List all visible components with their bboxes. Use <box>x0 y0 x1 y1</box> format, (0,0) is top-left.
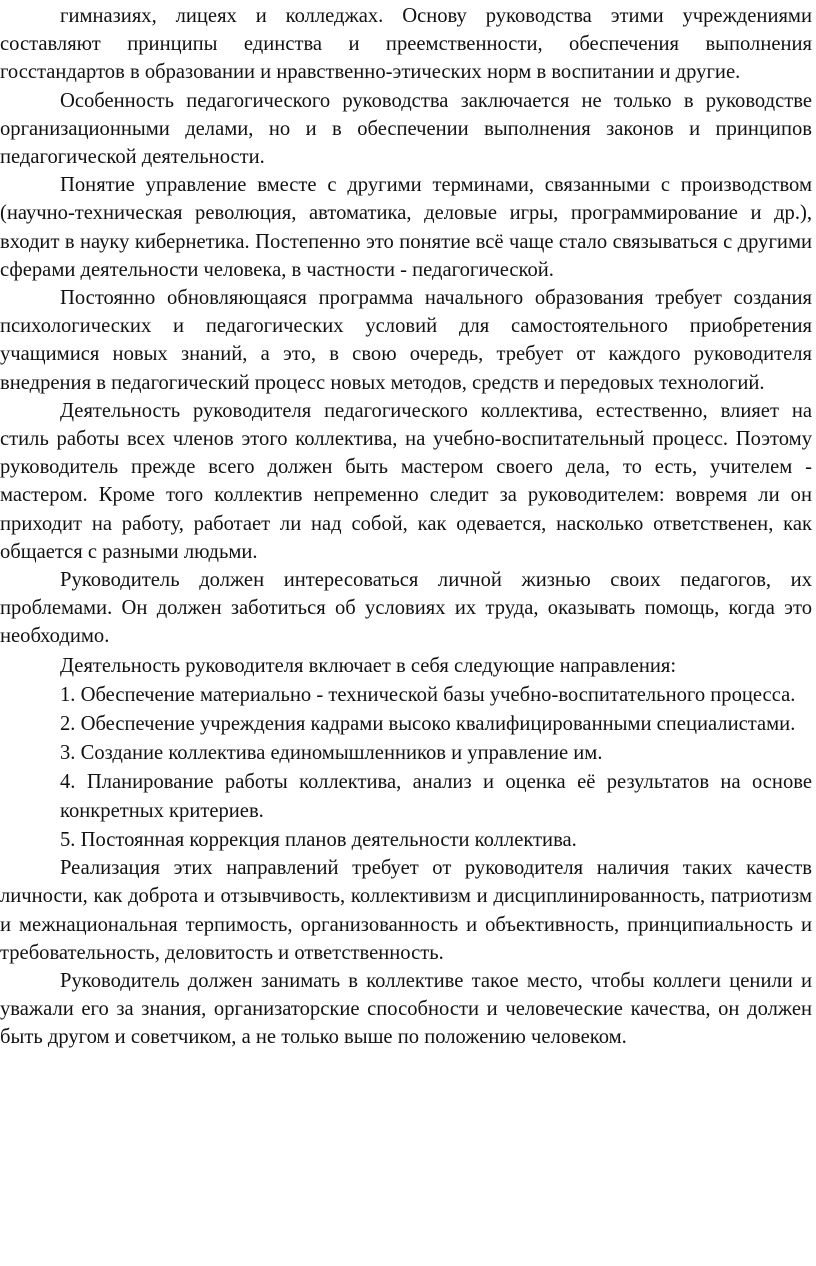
paragraph-primary-education-program: Постоянно обновляющаяся программа начального образования требует создания психологических и педагогических условий для самостоятельного приобретения учащимися новых знаний, а это, в свою очередь, требует от каждого руководителя внедрения в педагогический процесс новых методов, средств и передовых технологий. <box>0 287 812 394</box>
paragraph-pedagogical-leadership: Особенность педагогического руководства заключается не только в руководстве организационными делами, но и в обеспечении выполнения законов и принципов педагогической деятельности. <box>0 89 812 169</box>
paragraph-leader-care: Руководитель должен интересоваться личной жизнью своих педагогов, их проблемами. Он должен заботиться об условиях их труда, оказывать помощь, когда это необходимо. <box>0 569 812 648</box>
continuation-paragraph: гимназиях, лицеях и колледжах. Основу руководства этими учреждениями составляют принципы единства и преемственности, обеспечения выполнения госстандартов в образовании и нравственно-этических норм в воспитании и другие. <box>0 5 812 84</box>
list-item: 5. Постоянная коррекция планов деятельности коллектива. <box>60 828 577 851</box>
list-item: 2. Обеспечение учреждения кадрами высоко квалифицированными специалистами. <box>60 713 796 736</box>
paragraph-leader-position: Руководитель должен занимать в коллективе такое место, чтобы коллеги ценили и уважали его за знания, организаторские способности и человеческие качества, он должен быть другом и советчиком, а не только выше по положению человеком. <box>0 969 812 1049</box>
list-item: 3. Создание коллектива единомышленников и управление им. <box>60 742 603 765</box>
paragraph-required-qualities: Реализация этих направлений требует от руководителя наличия таких качеств личности, как доброта и отзывчивость, коллективизм и дисциплинированность, патриотизм и межнациональная терпимость, организованность и объективность, принципиальность и требовательность, деловитость и ответственность. <box>0 857 812 964</box>
paragraph-management-concept: Понятие управление вместе с другими терминами, связанными с производством (научно-техническая революция, автоматика, деловые игры, программирование и др.), входит в науку кибернетика. Постепенно это понятие всё чаще стало связываться с другими сферами деятельности человека, в частности - педагогической. <box>0 174 812 281</box>
paragraph-leader-activity: Деятельность руководителя педагогического коллектива, естественно, влияет на стиль работы всех членов этого коллектива, на учебно-воспитательный процесс. Поэтому руководитель прежде всего должен быть мастером своего дела, то есть, учителем - мастером. Кроме того коллектив непременно следит за руководителем: вовремя ли он приходит на работу, работает ли над собой, как одевается, насколько ответственен, как общается с разными людьми. <box>0 399 812 563</box>
document-page <box>0 2 812 1052</box>
list-intro: Деятельность руководителя включает в себя следующие направления: <box>60 654 677 677</box>
list-item: 1. Обеспечение материально - технической базы учебно-воспитательного процесса. <box>60 683 796 706</box>
list-item: 4. Планирование работы коллектива, анализ и оценка её результатов на основе конкретных критериев. <box>60 771 812 822</box>
